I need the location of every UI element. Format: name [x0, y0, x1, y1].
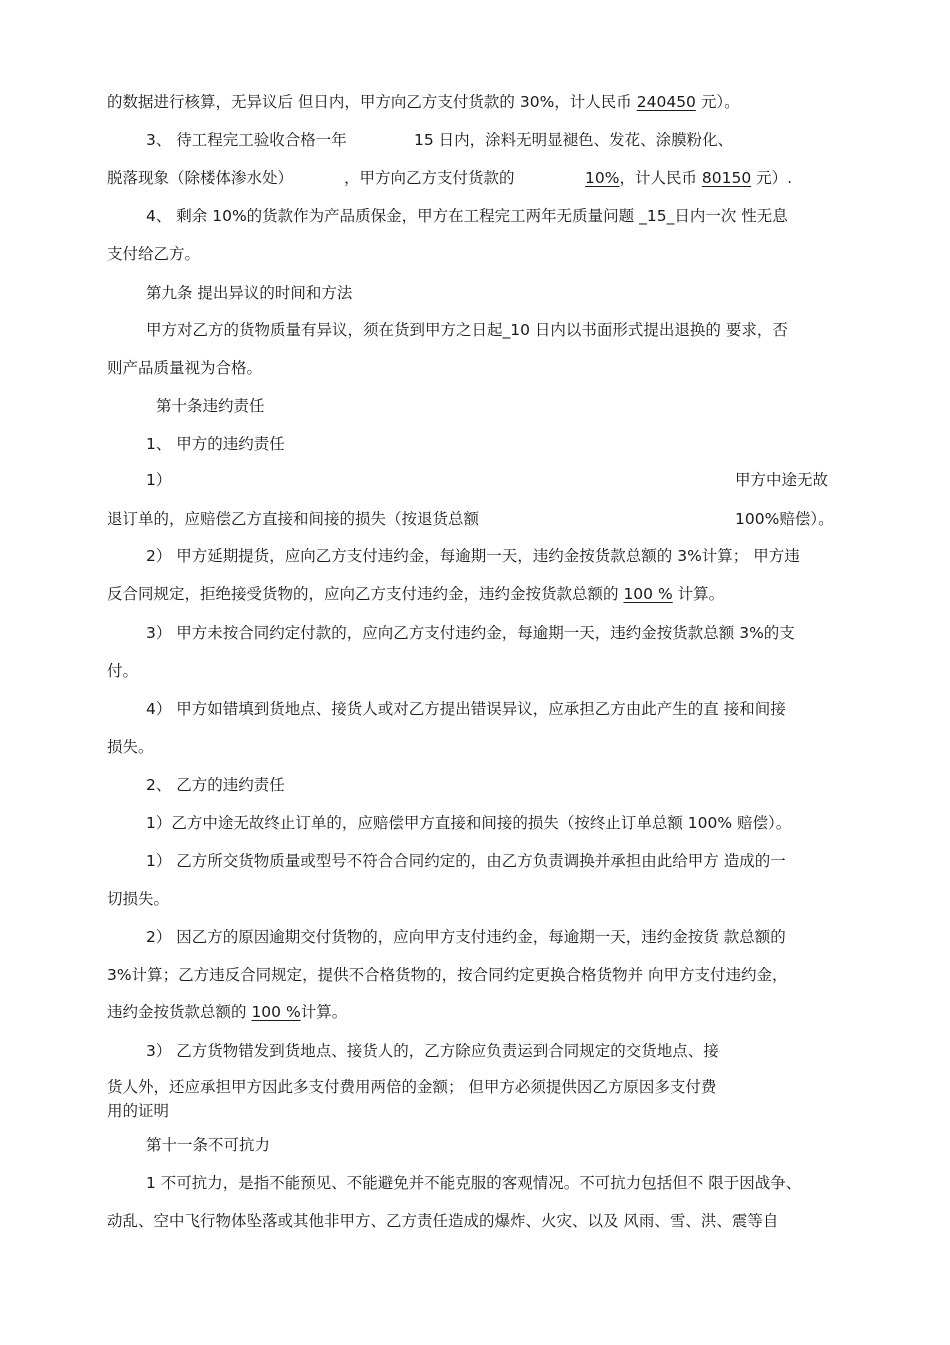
section-heading: 第十一条不可抗力 [146, 1136, 271, 1154]
text-line: 1） 乙方所交货物质量或型号不符合合同约定的，由乙方负责调换并承担由此给甲方 造成的一 [146, 852, 786, 870]
text-line: 3%计算；乙方违反合同规定，提供不合格货物的，按合同约定更换合格货物并 向甲方支付违约金， [107, 966, 788, 984]
text-line: 2、 乙方的违约责任 [146, 776, 285, 794]
text-line: 甲方中途无故 [735, 471, 829, 489]
text-line: 支付给乙方。 [107, 245, 201, 263]
text-line: 3） 甲方未按合同约定付款的，应向乙方支付违约金，每逾期一天，违约金按货款总额 3%的支 [146, 624, 795, 642]
text-line: 付。 [107, 662, 139, 680]
section-heading: 第十条违约责任 [156, 397, 265, 415]
text-line: 4、 剩余 10%的货款作为产品质保金，甲方在工程完工两年无质量问题 _15_日内一次 性无息 [146, 207, 788, 225]
text-line: 100%赔偿）。 [735, 510, 834, 528]
text-line: 2） 甲方延期提货，应向乙方支付违约金，每逾期一天，违约金按货款总额的 3%计算； 甲方违 [146, 547, 800, 565]
text-line: 货人外，还应承担甲方因此多支付费用两倍的金额； 但甲方必须提供因乙方原因多支付费 [107, 1078, 717, 1096]
text-line: 1） [146, 471, 172, 489]
text-line: 4） 甲方如错填到货地点、接货人或对乙方提出错误异议，应承担乙方由此产生的直 接和间接 [146, 700, 786, 718]
text-line: 损失。 [107, 738, 154, 756]
text-line: 1）乙方中途无故终止订单的，应赔偿甲方直接和间接的损失（按终止订单总额 100% 赔偿）。 [146, 814, 792, 832]
text-line: 1 不可抗力，是指不能预见、不能避免并不能克服的客观情况。不可抗力包括但不 限于因战争、 [146, 1174, 802, 1192]
text-line: 3） 乙方货物错发到货地点、接货人的，乙方除应负责运到合同规定的交货地点、接 [146, 1042, 719, 1060]
text-line: 10%，计人民币 80150 元）. [585, 169, 793, 187]
text-line: 脱落现象（除楼体渗水处） [107, 169, 294, 187]
text-line: 的数据进行核算，无异议后 但日内，甲方向乙方支付货款的 30%，计人民币 240450 元）。 [107, 93, 740, 111]
text-line: 退订单的，应赔偿乙方直接和间接的损失（按退货总额 [107, 510, 480, 528]
text-line: 1、 甲方的违约责任 [146, 435, 285, 453]
text-line: 3、 待工程完工验收合格一年 [146, 131, 347, 149]
text-line: ，甲方向乙方支付货款的 [344, 169, 515, 187]
text-line: 动乱、空中飞行物体坠落或其他非甲方、乙方责任造成的爆炸、火灾、以及 风雨、雪、洪、震等自 [107, 1212, 779, 1230]
section-heading: 第九条 提出异议的时间和方法 [146, 284, 353, 302]
text-line: 切损失。 [107, 890, 170, 908]
text-line: 则产品质量视为合格。 [107, 359, 263, 377]
text-line: 用的证明 [107, 1102, 170, 1120]
text-line: 甲方对乙方的货物质量有异议，须在货到甲方之日起_10 日内以书面形式提出退换的 要求，否 [146, 321, 788, 339]
text-line: 反合同规定，拒绝接受货物的，应向乙方支付违约金，违约金按货款总额的 100 % 计算。 [107, 585, 725, 603]
text-line: 2） 因乙方的原因逾期交付货物的，应向甲方支付违约金，每逾期一天，违约金按货 款总额的 [146, 928, 786, 946]
text-line: 15 日内，涂料无明显褪色、发花、涂膜粉化、 [414, 131, 734, 149]
text-line: 违约金按货款总额的 100 %计算。 [107, 1003, 348, 1021]
